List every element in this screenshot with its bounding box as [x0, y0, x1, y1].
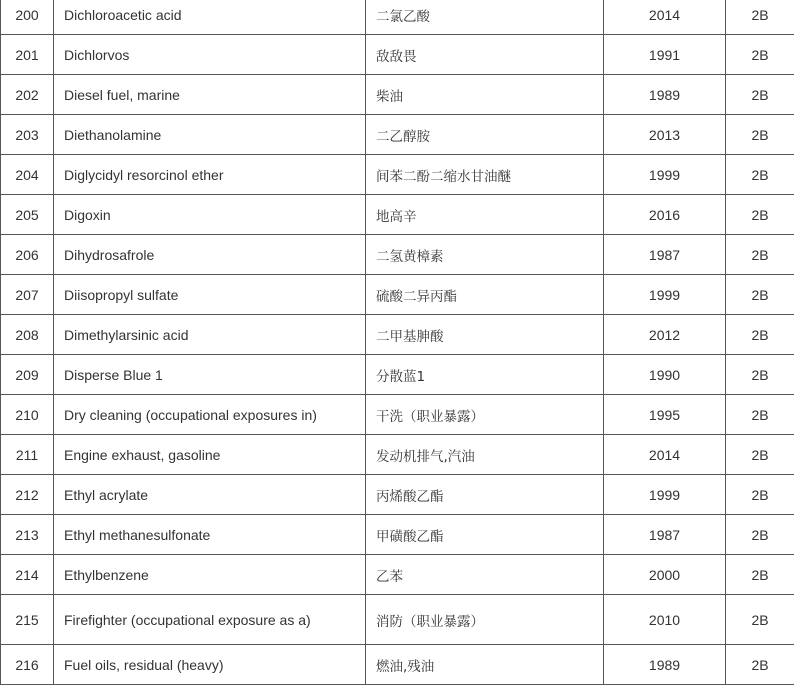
carcinogen-group: 2B [726, 555, 794, 595]
agent-chinese-name: 柴油 [366, 75, 604, 115]
carcinogen-group: 2B [726, 155, 794, 195]
row-number: 202 [1, 75, 54, 115]
row-number: 208 [1, 315, 54, 355]
agent-name: Ethyl methanesulfonate [54, 515, 366, 555]
agent-chinese-name: 地高辛 [366, 195, 604, 235]
table-row [1, 195, 794, 235]
agent-chinese-name: 消防（职业暴露） [366, 595, 604, 645]
agent-name: Firefighter (occupational exposure as a) [54, 595, 366, 645]
evaluation-year: 1989 [604, 645, 726, 685]
evaluation-year: 1999 [604, 275, 726, 315]
carcinogen-group: 2B [726, 435, 794, 475]
table-body [1, 0, 794, 685]
table-row [1, 115, 794, 155]
carcinogen-group: 2B [726, 115, 794, 155]
table-row [1, 645, 794, 685]
table-row [1, 75, 794, 115]
carcinogen-group: 2B [726, 195, 794, 235]
agent-chinese-name: 乙苯 [366, 555, 604, 595]
evaluation-year: 1987 [604, 235, 726, 275]
row-number: 200 [1, 0, 54, 35]
table-row [1, 555, 794, 595]
row-number: 204 [1, 155, 54, 195]
agent-name: Dihydrosafrole [54, 235, 366, 275]
table-row [1, 595, 794, 645]
carcinogen-group: 2B [726, 75, 794, 115]
agent-name: Diglycidyl resorcinol ether [54, 155, 366, 195]
agent-chinese-name: 二甲基胂酸 [366, 315, 604, 355]
agent-chinese-name: 分散蓝1 [366, 355, 604, 395]
evaluation-year: 1999 [604, 475, 726, 515]
row-number: 210 [1, 395, 54, 435]
table-row [1, 355, 794, 395]
agent-name: Diethanolamine [54, 115, 366, 155]
agent-name: Ethylbenzene [54, 555, 366, 595]
row-number: 203 [1, 115, 54, 155]
row-number: 211 [1, 435, 54, 475]
evaluation-year: 2016 [604, 195, 726, 235]
agent-name: Digoxin [54, 195, 366, 235]
agent-chinese-name: 二氯乙酸 [366, 0, 604, 35]
row-number: 214 [1, 555, 54, 595]
agent-name: Fuel oils, residual (heavy) [54, 645, 366, 685]
agent-name: Dichloroacetic acid [54, 0, 366, 35]
table-row [1, 275, 794, 315]
row-number: 207 [1, 275, 54, 315]
carcinogen-group: 2B [726, 35, 794, 75]
agent-name: Ethyl acrylate [54, 475, 366, 515]
agent-name: Engine exhaust, gasoline [54, 435, 366, 475]
agent-chinese-name: 丙烯酸乙酯 [366, 475, 604, 515]
evaluation-year: 1999 [604, 155, 726, 195]
agent-chinese-name: 二氢黄樟素 [366, 235, 604, 275]
agent-chinese-name: 燃油,残油 [366, 645, 604, 685]
row-number: 206 [1, 235, 54, 275]
table-row [1, 395, 794, 435]
carcinogen-group: 2B [726, 395, 794, 435]
table-row [1, 155, 794, 195]
evaluation-year: 2013 [604, 115, 726, 155]
row-number: 205 [1, 195, 54, 235]
row-number: 215 [1, 595, 54, 645]
carcinogen-group: 2B [726, 275, 794, 315]
evaluation-year: 1991 [604, 35, 726, 75]
row-number: 209 [1, 355, 54, 395]
agent-chinese-name: 干洗（职业暴露） [366, 395, 604, 435]
agent-chinese-name: 二乙醇胺 [366, 115, 604, 155]
evaluation-year: 2000 [604, 555, 726, 595]
table-row [1, 35, 794, 75]
agent-name: Dichlorvos [54, 35, 366, 75]
table-row [1, 435, 794, 475]
agent-name: Diesel fuel, marine [54, 75, 366, 115]
table-row [1, 0, 794, 35]
agent-chinese-name: 发动机排气,汽油 [366, 435, 604, 475]
agent-chinese-name: 间苯二酚二缩水甘油醚 [366, 155, 604, 195]
agent-name: Dimethylarsinic acid [54, 315, 366, 355]
row-number: 201 [1, 35, 54, 75]
row-number: 213 [1, 515, 54, 555]
table-row [1, 475, 794, 515]
carcinogen-group: 2B [726, 0, 794, 35]
agent-chinese-name: 硫酸二异丙酯 [366, 275, 604, 315]
evaluation-year: 2014 [604, 0, 726, 35]
table-row [1, 515, 794, 555]
carcinogen-group: 2B [726, 355, 794, 395]
evaluation-year: 1989 [604, 75, 726, 115]
carcinogen-group: 2B [726, 515, 794, 555]
row-number: 216 [1, 645, 54, 685]
agent-chinese-name: 敌敌畏 [366, 35, 604, 75]
evaluation-year: 2010 [604, 595, 726, 645]
table-row [1, 235, 794, 275]
evaluation-year: 1995 [604, 395, 726, 435]
agent-chinese-name: 甲磺酸乙酯 [366, 515, 604, 555]
table-row [1, 315, 794, 355]
carcinogen-group: 2B [726, 595, 794, 645]
evaluation-year: 2014 [604, 435, 726, 475]
evaluation-year: 1987 [604, 515, 726, 555]
row-number: 212 [1, 475, 54, 515]
evaluation-year: 2012 [604, 315, 726, 355]
agent-name: Diisopropyl sulfate [54, 275, 366, 315]
evaluation-year: 1990 [604, 355, 726, 395]
carcinogen-group: 2B [726, 315, 794, 355]
carcinogen-group: 2B [726, 235, 794, 275]
agent-name: Disperse Blue 1 [54, 355, 366, 395]
carcinogen-group: 2B [726, 475, 794, 515]
agent-name: Dry cleaning (occupational exposures in) [54, 395, 366, 435]
carcinogen-group: 2B [726, 645, 794, 685]
